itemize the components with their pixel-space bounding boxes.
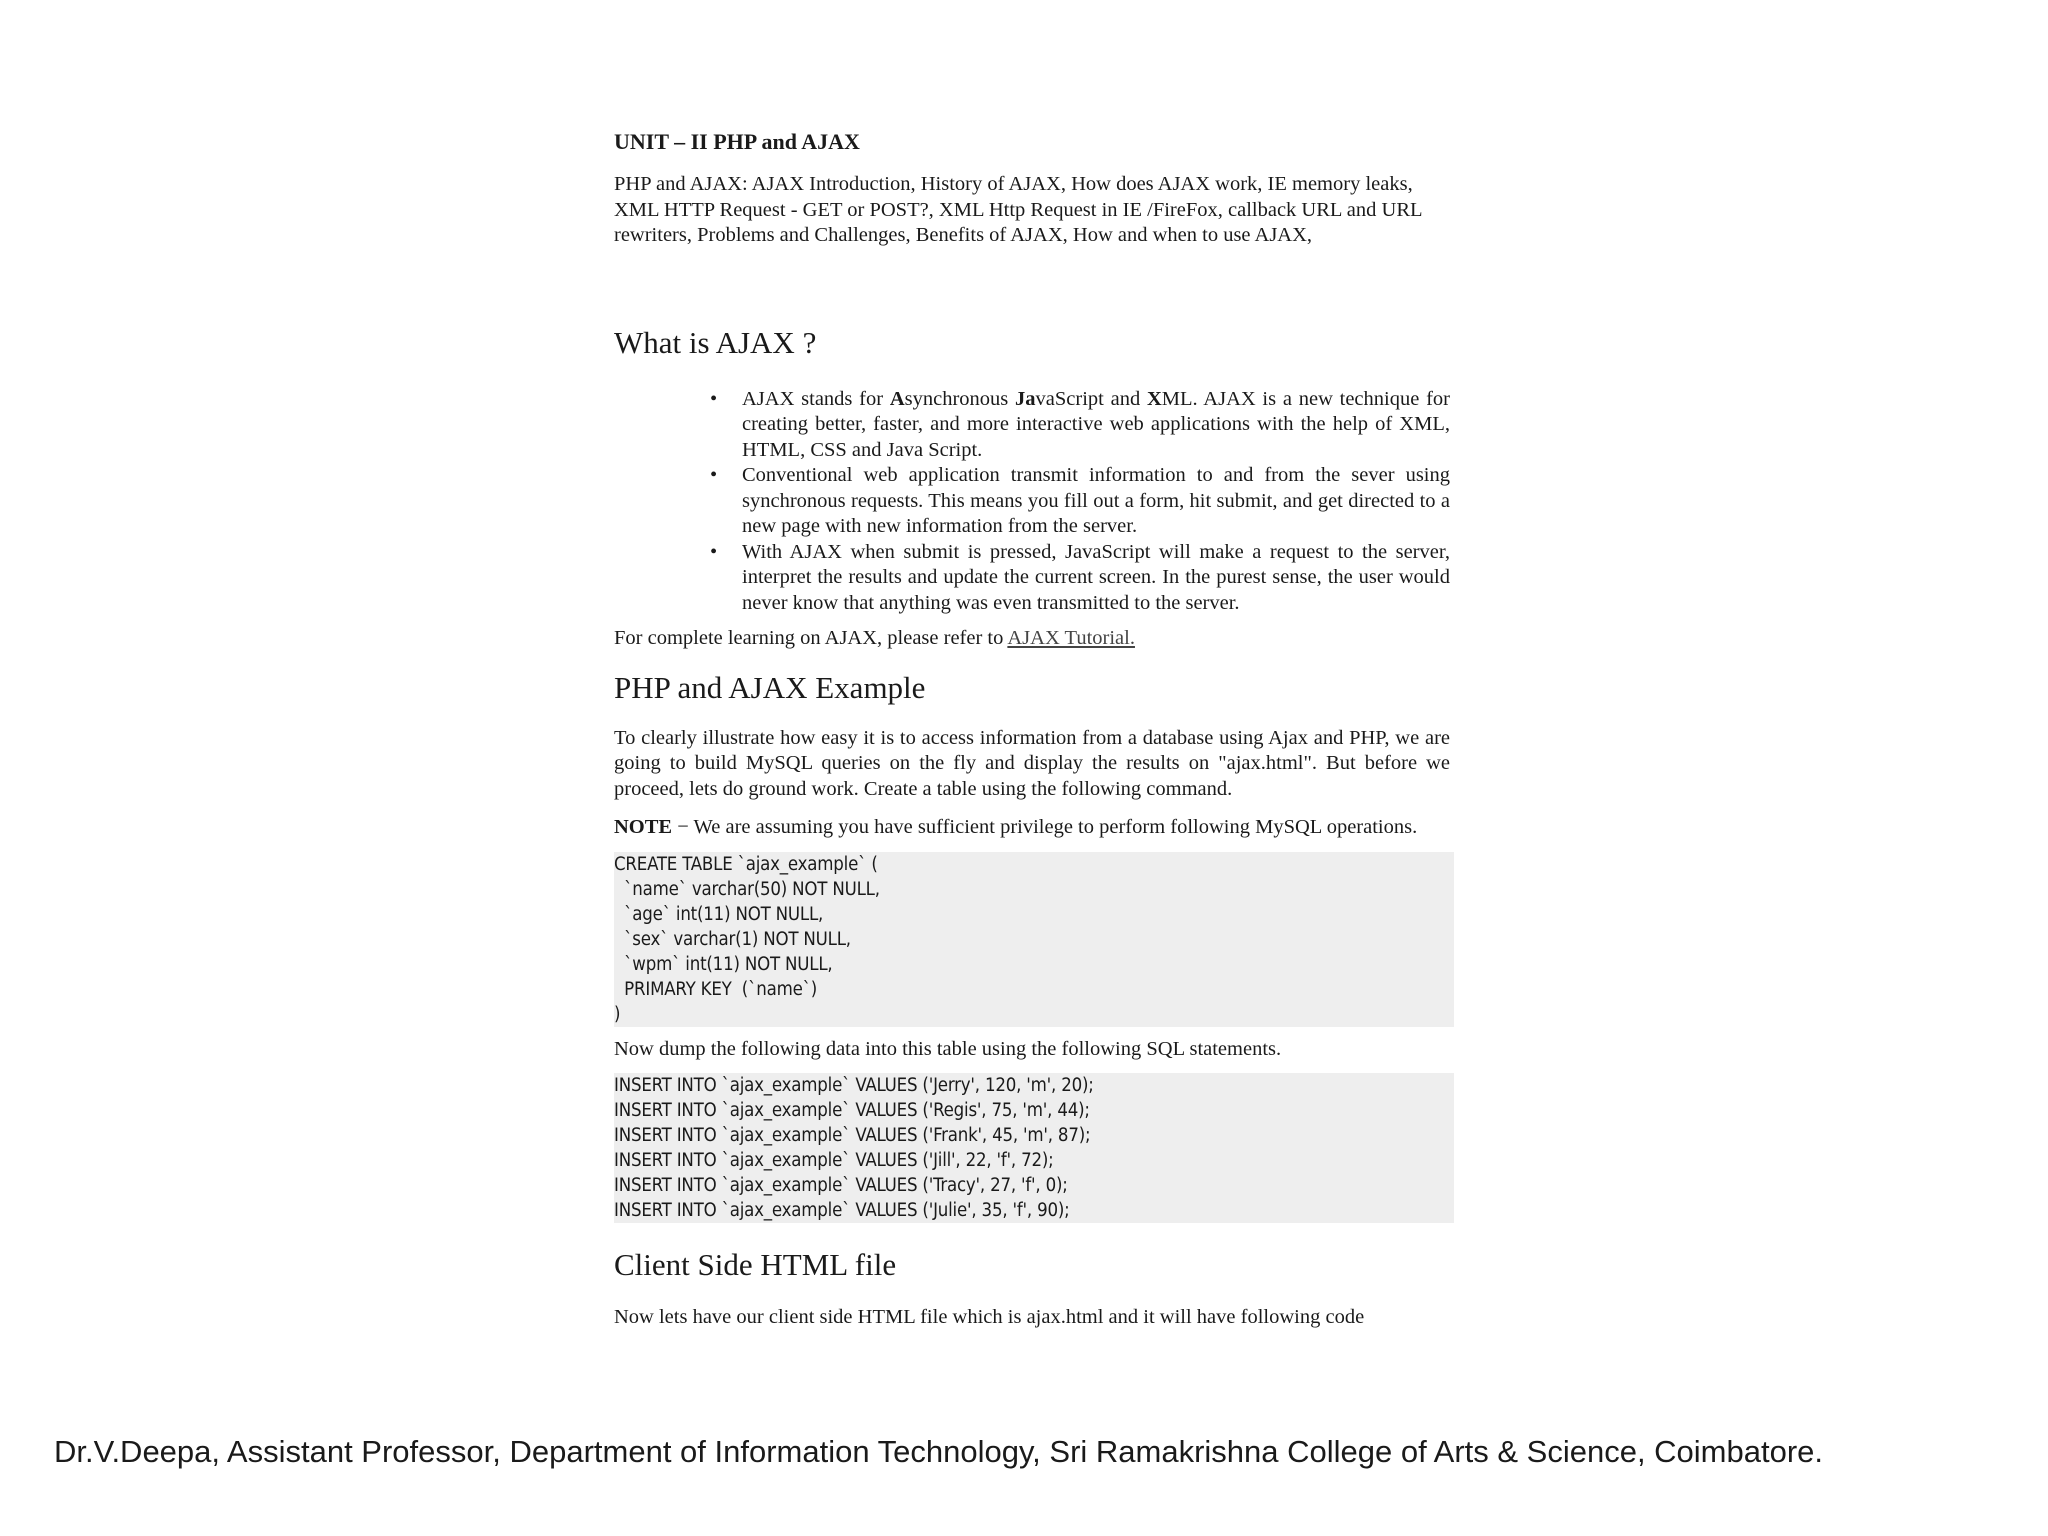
note-paragraph: NOTE − We are assuming you have sufficient privilege to perform following MySQL operations. bbox=[614, 816, 1418, 838]
syllabus-paragraph: PHP and AJAX: AJAX Introduction, History of AJAX, How does AJAX work, IE memory leaks, XML HTTP Request - GET or POST?, XML Http Request in IE /FireFox, callback URL and URL rewriters, Problems and Challenges, Benefits of AJAX, How and when to use AJAX, bbox=[614, 173, 1422, 246]
create-table-code-block: CREATE TABLE `ajax_example` ( `name` varchar(50) NOT NULL, `age` int(11) NOT NULL, `sex` varchar(1) NOT NULL, `wpm` int(11) NOT NULL, PRIMARY KEY (`name`) ) bbox=[614, 852, 1454, 1027]
example-intro-paragraph: To clearly illustrate how easy it is to access information from a database using Ajax and PHP, we are going to build MySQL queries on the fly and display the results on "ajax.html". But before we proceed, lets do ground work. Create a table using the following command. bbox=[614, 726, 1450, 800]
note-label: NOTE bbox=[614, 816, 673, 838]
ajax-tutorial-link[interactable]: AJAX Tutorial. bbox=[1007, 627, 1135, 649]
bullet-item-ajax-definition: • AJAX stands for Asynchronous JavaScript and XML. AJAX is a new technique for creating better, faster, and more interactive web applications with the help of XML, HTML, CSS and Java Script. bbox=[742, 387, 1450, 464]
insert-data-code-block: INSERT INTO `ajax_example` VALUES ('Jerry', 120, 'm', 20); INSERT INTO `ajax_example` VALUES ('Regis', 75, 'm', 44); INSERT INTO `ajax_example` VALUES ('Frank', 45, 'm', 87); INSERT INTO `ajax_example` VALUES ('Jill', 22, 'f', 72); INSERT INTO `ajax_example` VALUES ('Tracy', 27, 'f', 0); INSERT INTO `ajax_example` VALUES ('Julie', 35, 'f', 90); bbox=[614, 1073, 1454, 1223]
bullet-item-with-ajax: • With AJAX when submit is pressed, JavaScript will make a request to the server, interpret the results and update the current screen. In the purest sense, the user would never know that anything was even transmitted to the server. bbox=[742, 540, 1450, 617]
client-side-paragraph: Now lets have our client side HTML file which is ajax.html and it will have following code bbox=[614, 1306, 1365, 1328]
what-is-ajax-heading: What is AJAX ? bbox=[614, 324, 817, 360]
document-page bbox=[614, 128, 1450, 1331]
php-ajax-example-heading: PHP and AJAX Example bbox=[614, 669, 926, 705]
dump-data-paragraph: Now dump the following data into this table using the following SQL statements. bbox=[614, 1037, 1282, 1060]
ajax-bullet-list bbox=[614, 387, 1450, 617]
bullet-item-conventional: • Conventional web application transmit information to and from the sever using synchronous requests. This means you fill out a form, hit submit, and get directed to a new page with new information from the server. bbox=[742, 463, 1450, 540]
unit-title: UNIT – II PHP and AJAX bbox=[614, 129, 860, 154]
page-footer: Dr.V.Deepa, Assistant Professor, Department of Information Technology, Sri Ramakrishna College of Arts & Science, Coimbatore. bbox=[54, 1434, 1824, 1469]
refer-paragraph: For complete learning on AJAX, please refer to AJAX Tutorial. bbox=[614, 627, 1135, 649]
client-side-heading: Client Side HTML file bbox=[614, 1247, 897, 1282]
